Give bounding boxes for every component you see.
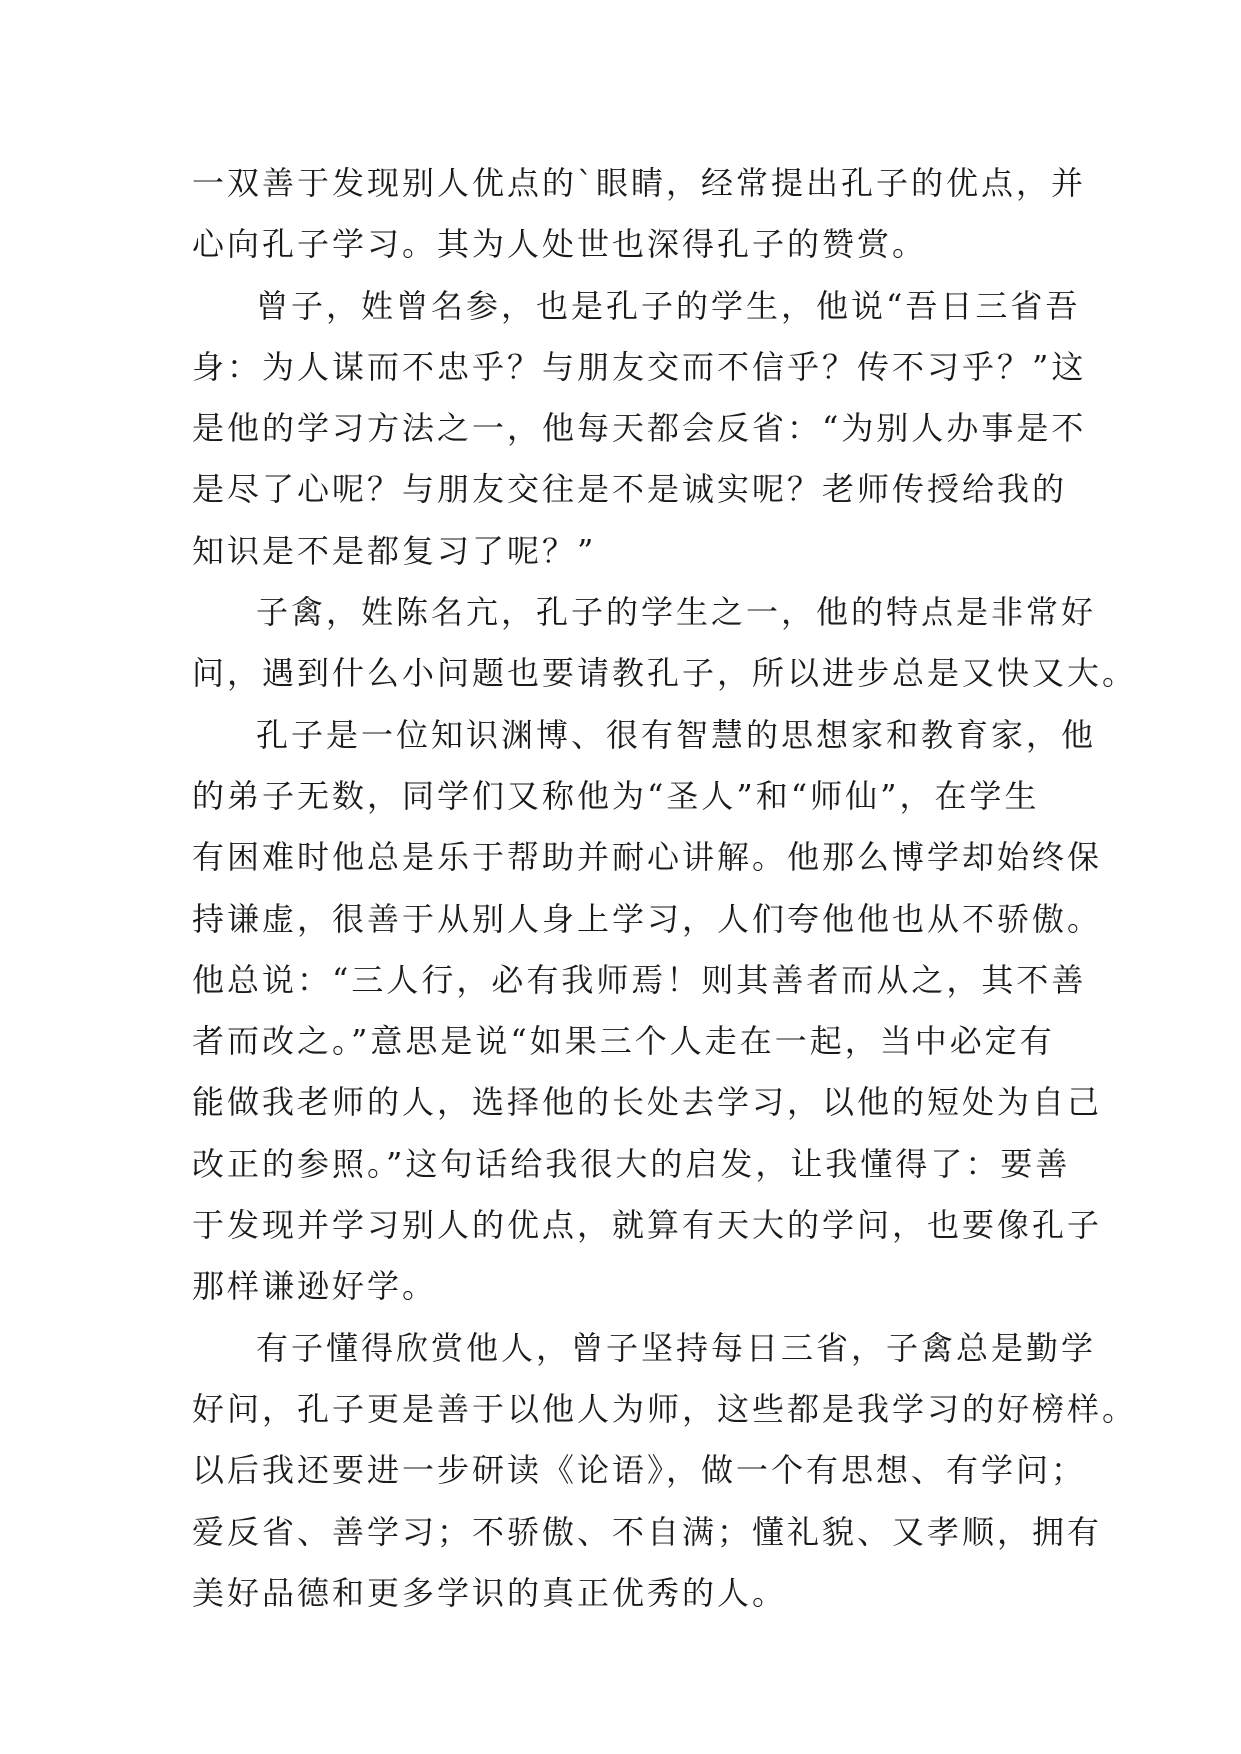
text-line: 的弟子无数，同学们又称他为“圣人”和“师仙”，在学生 bbox=[192, 776, 1040, 815]
text-line: 爱反省、善学习；不骄傲、不自满；懂礼貌、又孝顺，拥有 bbox=[192, 1512, 1103, 1551]
text-line: 问，遇到什么小问题也要请教孔子，所以进步总是又快又大。 bbox=[192, 654, 1138, 693]
text-line: 身：为人谋而不忠乎？与朋友交而不信乎？传不习乎？”这 bbox=[192, 347, 1087, 386]
text-line: 于发现并学习别人的优点，就算有天大的学问，也要像孔子 bbox=[192, 1206, 1103, 1245]
text-line: 那样谦逊好学。 bbox=[192, 1267, 438, 1306]
paragraph-first-line: 子禽，姓陈名亢，孔子的学生之一，他的特点是非常好 bbox=[256, 593, 1097, 632]
text-line: 一双善于发现别人优点的`眼睛，经常提出孔子的优点，并 bbox=[192, 164, 1087, 202]
text-line: 他总说：“三人行，必有我师焉！则其善者而从之，其不善 bbox=[192, 960, 1087, 999]
text-line: 以后我还要进一步研读《论语》，做一个有思想、有学问； bbox=[192, 1451, 1087, 1490]
paragraph-first-line: 曾子，姓曾名参，也是孔子的学生，他说“吾日三省吾 bbox=[256, 286, 1081, 325]
text-line: 美好品德和更多学识的真正优秀的人。 bbox=[192, 1573, 788, 1612]
text-line: 有困难时他总是乐于帮助并耐心讲解。他那么博学却始终保 bbox=[192, 838, 1103, 877]
text-line: 者而改之。”意思是说“如果三个人走在一起，当中必定有 bbox=[192, 1022, 1055, 1061]
text-line: 能做我老师的人，选择他的长处去学习，以他的短处为自己 bbox=[192, 1083, 1103, 1122]
text-line: 是尽了心呢？与朋友交往是不是诚实呢？老师传授给我的 bbox=[192, 470, 1068, 509]
text-line: 持谦虚，很善于从别人身上学习，人们夸他他也从不骄傲。 bbox=[192, 899, 1103, 938]
text-line: 心向孔子学习。其为人处世也深得孔子的赞赏。 bbox=[192, 225, 928, 264]
text-line: 知识是不是都复习了呢？” bbox=[192, 531, 597, 570]
text-line: 是他的学习方法之一，他每天都会反省：“为别人办事是不 bbox=[192, 409, 1087, 448]
paragraph-first-line: 有子懂得欣赏他人，曾子坚持每日三省，子禽总是勤学 bbox=[256, 1328, 1097, 1367]
text-line: 改正的参照。”这句话给我很大的启发，让我懂得了：要善 bbox=[192, 1144, 1071, 1183]
body-text bbox=[192, 161, 1138, 1632]
paragraph-first-line: 孔子是一位知识渊博、很有智慧的思想家和教育家，他 bbox=[256, 715, 1097, 754]
text-line: 好问，孔子更是善于以他人为师，这些都是我学习的好榜样。 bbox=[192, 1389, 1138, 1428]
